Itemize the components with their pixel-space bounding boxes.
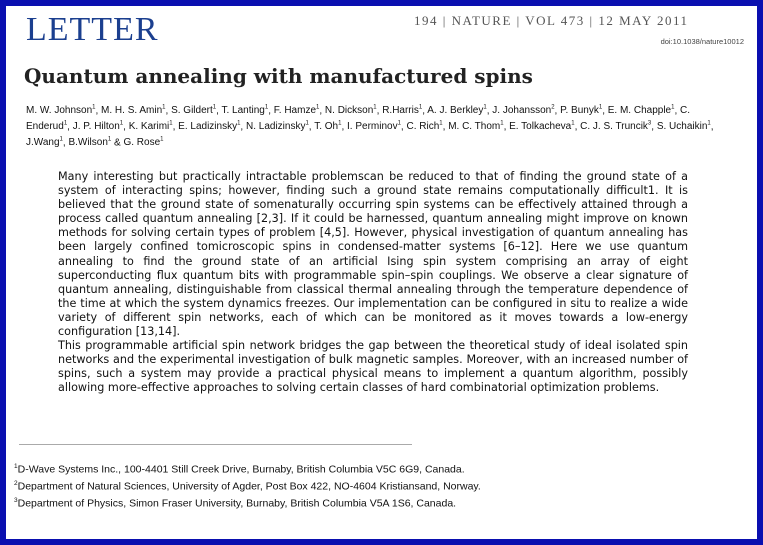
- doi: doi:10.1038/nature10012: [660, 37, 744, 46]
- journal-header: [414, 13, 689, 29]
- affiliation-marker: 1: [237, 120, 241, 127]
- author-name: J. Johansson: [492, 105, 552, 117]
- author: [178, 121, 240, 132]
- author-name: B.Wilson: [68, 136, 108, 148]
- issue-date: 12 MAY 2011: [598, 13, 689, 28]
- affiliation-marker: 1: [264, 105, 269, 111]
- author-name: S. Uchaikin: [656, 121, 708, 133]
- affiliation-marker: 1: [59, 136, 63, 143]
- affiliation: [14, 494, 734, 511]
- affiliation-marker: 1: [305, 120, 309, 127]
- author: [73, 121, 123, 132]
- affiliation-text: Department of Physics, Simon Fraser University, Burnaby, British Columbia V5A 1S6, Canada.: [17, 497, 457, 510]
- affiliation-marker: 1: [316, 105, 320, 111]
- paper-title: Quantum annealing with manufactured spins: [24, 64, 533, 88]
- header-separator: |: [442, 13, 447, 28]
- affiliation-text: Department of Natural Sciences, University of Agder, Post Box 422, NO-4604 Kristiansand, Norway.: [17, 480, 481, 493]
- author: [101, 105, 165, 116]
- author-name: C. J. S. Truncik: [580, 121, 648, 133]
- affiliation-marker: 1: [483, 105, 487, 111]
- affiliation-marker: 1: [397, 120, 401, 127]
- author: [509, 121, 574, 132]
- affiliation: [14, 477, 734, 494]
- author-name: R.Harris: [382, 105, 419, 117]
- abstract-paragraph: Many interesting but practically intractable problemscan be reduced to that of finding the ground state of a system of interacting spins; however, finding such a ground state remains computationally difficult1. It is believed that the ground state of somenaturally occurring spin systems can be effectively attained through a process called quantum annealing [2,3]. If it could be harnessed, quantum annealing might improve on known methods for solving certain types of problem [4,5]. However, physical investigation of quantum annealing has been largely confined tomicroscopic spins in condensed-matter systems [6–12]. Here we use quantum annealing to find the ground state of an artificial Ising spin system comprising an array of eight superconducting flux quantum bits with programmable spin–spin couplings. We observe a clear signature of quantum annealing, distinguishable from classical thermal annealing through the temperature dependence of the time at which the system dynamics freezes. Our implementation can be configured in situ to realize a wide variety of different spin networks, each of which can be monitored as it moves towards a low-energy configuration [13,14].: [58, 170, 688, 339]
- author: [26, 105, 95, 116]
- author-name: T. Lanting: [221, 105, 265, 117]
- author-name: E. Tolkacheva: [509, 121, 572, 133]
- author: [608, 105, 675, 116]
- author-list: M. W. Johnson$^1$, M. H. S. Amin$^1$, S. Gildert$^1$, T. Lanting$^1$, F. Hamze$^1$, N. Dickson$^1$, R.Harris$^1$, A. J. Berkley$^1$, J. Johansson$^2$, P. Bunyk$^1$, E. M. Chapple$^1$, C. Enderud$^1$, J. P. Hilton$^1$, K. Karimi$^1$, E. Ladizinsky$^1$, N. Ladizinsky$^1$, T. Oh$^1$, I. Perminov$^1$, C. Rich$^1$, M. C. Thom$^1$, E. Tolkacheva$^1$, C. J. S. Truncik$^3$, S. Uchaikin$^1$, J.Wang$^1$, B.Wilson$^1$ & G. Rose$^1$: [26, 105, 714, 148]
- author: [171, 105, 216, 116]
- author: [246, 121, 309, 132]
- header-separator: |: [516, 13, 521, 28]
- author-name: N. Dickson: [324, 105, 374, 117]
- author-name: M. H. S. Amin: [101, 105, 163, 117]
- author: [26, 137, 63, 148]
- affiliation-marker: 1: [160, 136, 164, 143]
- footnote-divider: [19, 444, 412, 445]
- author-name: T. Oh: [314, 121, 339, 133]
- author: [68, 137, 111, 148]
- author: [560, 105, 602, 116]
- affiliation-marker: 1: [63, 120, 68, 127]
- author: [657, 121, 711, 132]
- author: [347, 121, 401, 132]
- affiliation-number: 1: [14, 463, 18, 470]
- paper-page: [6, 6, 757, 539]
- header-separator: |: [589, 13, 594, 28]
- author: [448, 121, 503, 132]
- page-number: 194: [414, 13, 438, 28]
- affiliation-marker: 1: [338, 120, 342, 127]
- affiliation-marker: 3: [647, 120, 652, 127]
- affiliation-marker: 1: [107, 136, 112, 143]
- author-name: J. P. Hilton: [72, 121, 120, 133]
- volume: VOL 473: [525, 13, 585, 28]
- author-name: E. M. Chapple: [607, 105, 672, 117]
- affiliation-marker: 1: [671, 105, 675, 111]
- author: [580, 121, 651, 132]
- author: [427, 105, 486, 116]
- author: [123, 137, 163, 148]
- affiliation-list: [14, 460, 734, 510]
- author-name: E. Ladizinsky: [178, 121, 238, 133]
- affiliation-marker: 1: [571, 120, 575, 127]
- author-name: J.Wang: [26, 136, 60, 148]
- author-name: S. Gildert: [171, 105, 213, 117]
- affiliation-marker: 1: [598, 105, 603, 111]
- abstract-paragraph: This programmable artificial spin network bridges the gap between the theoretical study of ideal isolated spin networks and the experimental investigation of bulk magnetic samples. Moreover, with an increased number of spins, such a system may provide a practical physical means to implement a quantum algorithm, possibly allowing more-effective approaches to solving certain classes of hard combinatorial optimization problems.: [58, 339, 688, 395]
- author-name: M. C. Thom: [448, 121, 501, 133]
- author-name: C. Enderud: [26, 105, 691, 133]
- abstract: [58, 170, 688, 396]
- author: [222, 105, 269, 116]
- affiliation-marker: 1: [373, 105, 377, 111]
- affiliation-marker: 1: [418, 105, 423, 111]
- author: [406, 121, 442, 132]
- author: [325, 105, 377, 116]
- author-name: K. Karimi: [128, 121, 170, 133]
- affiliation-number: 2: [14, 479, 18, 487]
- author-name: G. Rose: [123, 136, 161, 148]
- affiliation-marker: 1: [707, 120, 711, 127]
- affiliation-text: D-Wave Systems Inc., 100-4401 Still Creek Drive, Burnaby, British Columbia V5C 6G9, Canada.: [17, 463, 465, 476]
- author: [129, 121, 173, 132]
- author: [314, 121, 341, 132]
- author-name: P. Bunyk: [560, 105, 599, 117]
- affiliation-number: 3: [14, 496, 18, 504]
- affiliation-marker: 1: [439, 120, 443, 127]
- affiliation-marker: 1: [119, 120, 124, 127]
- section-label: LETTER: [26, 11, 159, 48]
- affiliation-marker: 2: [551, 105, 555, 111]
- author-name: N. Ladizinsky: [245, 121, 306, 133]
- author-name: M. W. Johnson: [26, 105, 93, 117]
- author-name: I. Perminov: [347, 121, 398, 133]
- author: [382, 105, 422, 116]
- author-name: C. Rich: [406, 121, 440, 133]
- author: [274, 105, 320, 116]
- author: [492, 105, 554, 116]
- affiliation-marker: 1: [169, 120, 173, 127]
- author-name: A. J. Berkley: [427, 105, 484, 117]
- affiliation-marker: 1: [162, 105, 166, 111]
- affiliation-marker: 1: [212, 105, 217, 111]
- journal-name: NATURE: [451, 13, 512, 28]
- affiliation: [14, 460, 734, 477]
- author-name: F. Hamze: [273, 105, 317, 117]
- affiliation-marker: 1: [500, 120, 504, 127]
- affiliation-marker: 1: [92, 105, 96, 111]
